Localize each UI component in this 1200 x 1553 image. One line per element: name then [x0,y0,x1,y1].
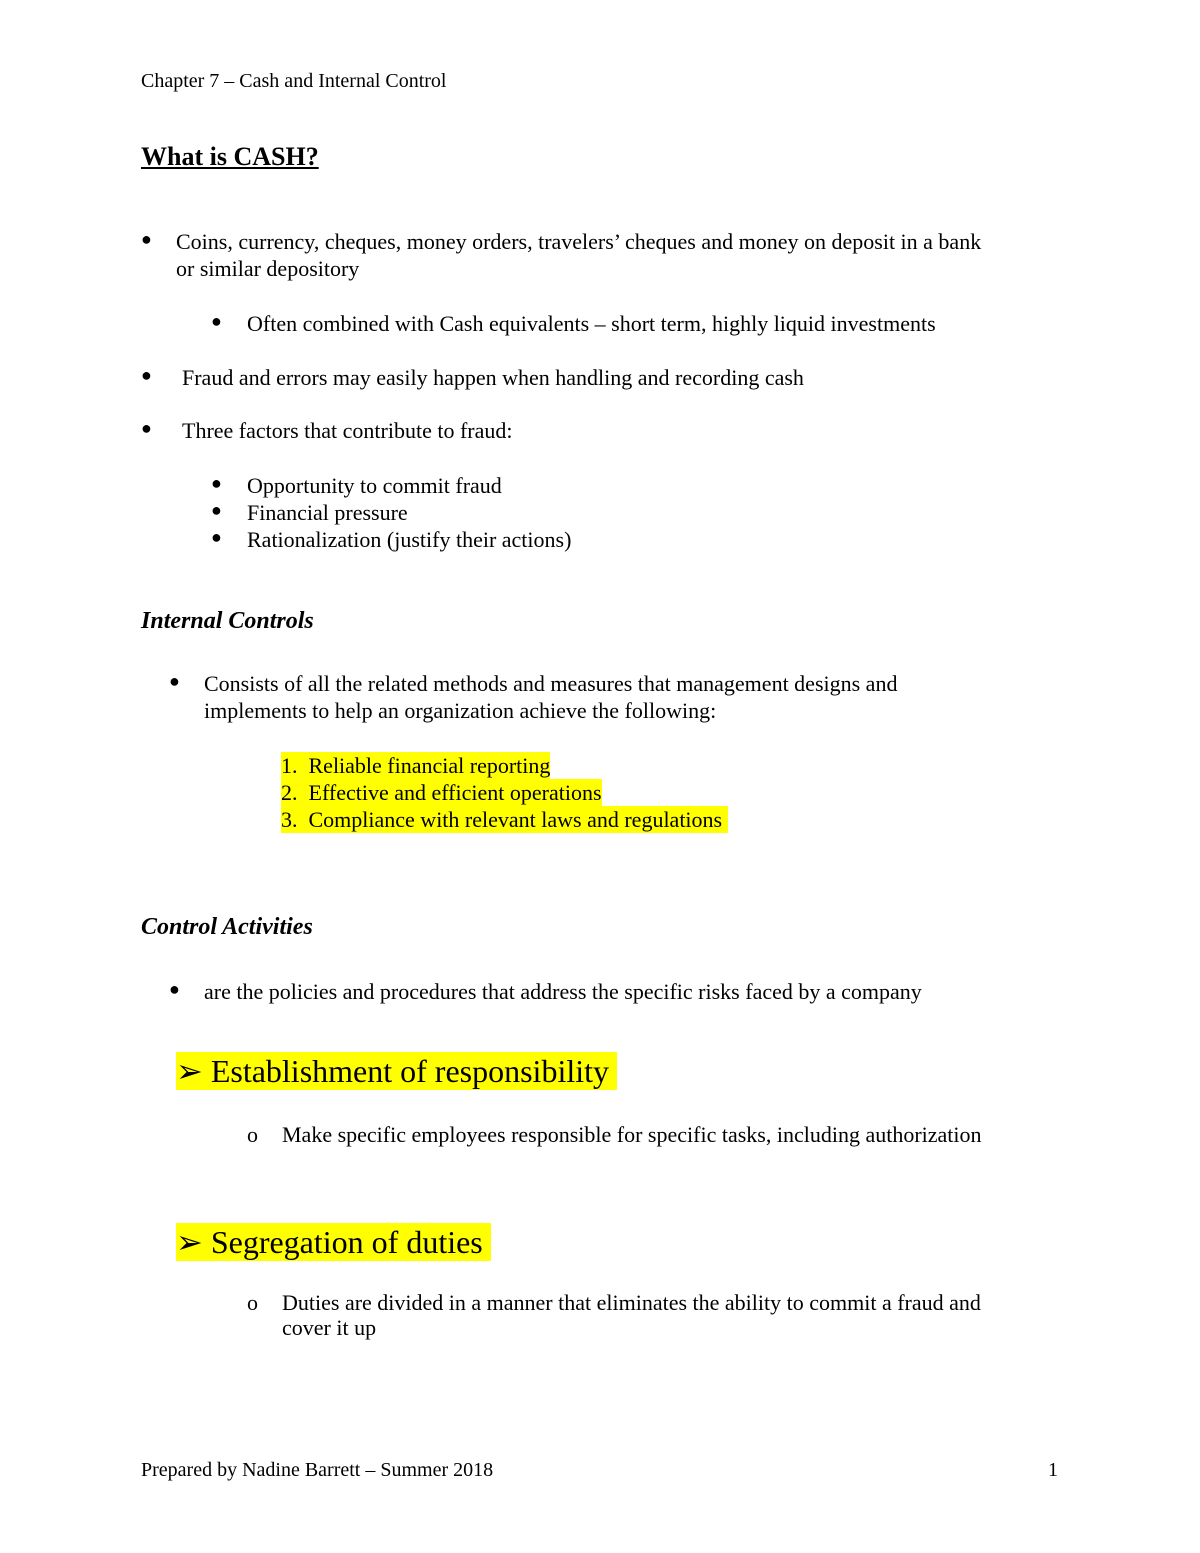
page-number: 1 [1048,1459,1058,1481]
heading-internal-controls: Internal Controls [141,608,314,634]
heading-control-activities: Control Activities [141,914,313,940]
objective-text: Effective and efficient operations [308,780,602,805]
cash-equivalents-note: Often combined with Cash equivalents – short term, highly liquid investments [247,311,936,336]
control-activities-def: are the policies and procedures that address the specific risks faced by a company [204,979,922,1004]
cash-definition-line1: Coins, currency, cheques, money orders, travelers’ cheques and money on deposit in a bank [176,229,982,254]
activity-title-text: Establishment of responsibility [210,1053,609,1089]
bullet-icon: ● [141,365,152,385]
page-header: Chapter 7 – Cash and Internal Control [141,70,447,92]
objective-text: Reliable financial reporting [308,753,551,778]
activity-desc-line1: Duties are divided in a manner that eliminates the ability to commit a fraud and [282,1290,981,1315]
bullet-icon: ● [211,473,222,493]
bullet-icon: ● [211,500,222,520]
fraud-factor-item: Financial pressure [247,500,408,525]
objective-number: 2. [281,780,298,805]
bullet-icon: ● [169,979,180,999]
bullet-icon: ● [211,311,222,331]
objective-number: 3. [281,807,298,832]
circle-bullet-icon: o [247,1290,258,1315]
objective-item [281,752,550,779]
bullet-icon: ● [141,229,152,249]
objective-text: Compliance with relevant laws and regulations [308,807,723,832]
circle-bullet-icon: o [247,1122,258,1147]
bullet-icon: ● [169,671,180,691]
bullet-icon: ● [211,527,222,547]
activity-desc-line2: cover it up [282,1315,377,1340]
internal-controls-def-line1: Consists of all the related methods and measures that management designs and [204,671,898,696]
objective-number: 1. [281,753,298,778]
bullet-icon: ● [141,418,152,438]
fraud-factor-item: Rationalization (justify their actions) [247,527,572,552]
fraud-factors-intro: Three factors that contribute to fraud: [182,418,513,443]
fraud-factor-item: Opportunity to commit fraud [247,473,502,498]
activity-title-segregation [176,1223,491,1261]
objective-item [281,806,728,833]
arrow-icon: ➢ [176,1053,203,1089]
activity-title-establishment [176,1052,617,1090]
heading-what-is-cash: What is CASH? [141,142,319,171]
cash-definition-line2: or similar depository [176,256,360,281]
footer-author: Prepared by Nadine Barrett – Summer 2018 [141,1459,494,1481]
arrow-icon: ➢ [176,1224,203,1260]
objective-item [281,779,602,806]
fraud-errors-text: Fraud and errors may easily happen when handling and recording cash [182,365,804,390]
activity-desc-line1: Make specific employees responsible for specific tasks, including authorization [282,1122,982,1147]
internal-controls-def-line2: implements to help an organization achieve the following: [204,698,717,723]
activity-title-text: Segregation of duties [210,1224,483,1260]
